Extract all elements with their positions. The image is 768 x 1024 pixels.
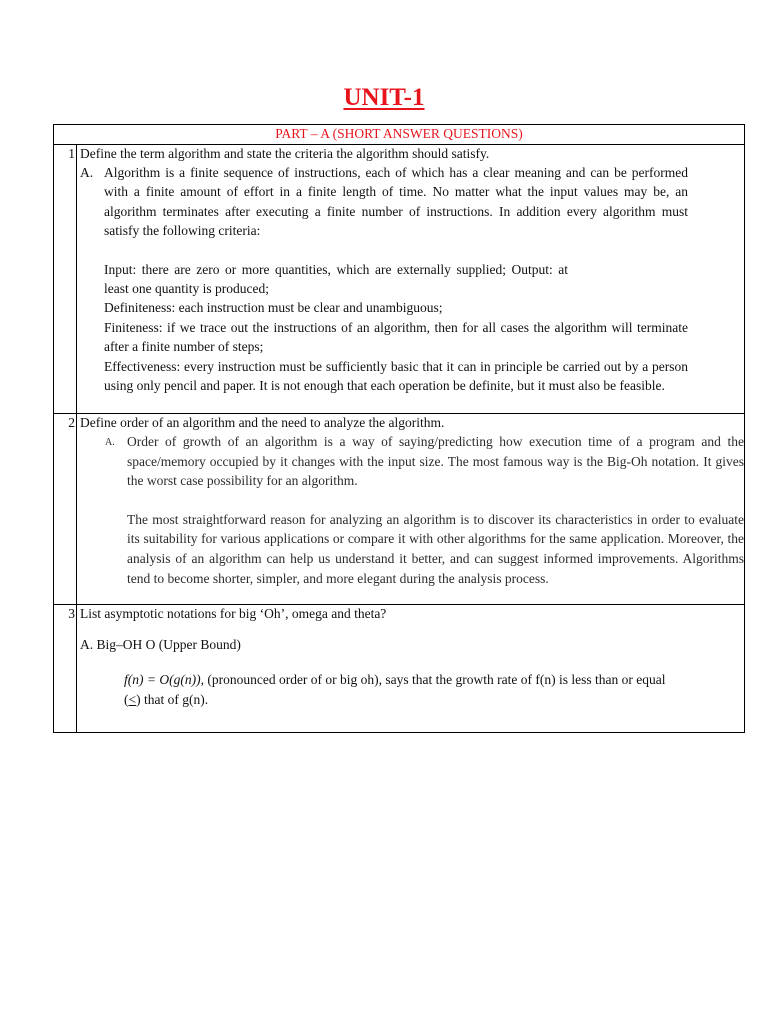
- criteria-definiteness: Definiteness: each instruction must be clear and unambiguous;: [104, 300, 443, 316]
- question-text: Define the term algorithm and state the criteria the algorithm should satisfy.: [80, 146, 490, 161]
- answer-line: A. Big–OH O (Upper Bound): [80, 637, 241, 652]
- question-number: 2: [54, 414, 77, 605]
- formula-block: [80, 670, 744, 709]
- unit-title: UNIT-1: [343, 84, 425, 111]
- question-number: 3: [54, 605, 77, 733]
- answer-tag: A.: [105, 437, 115, 448]
- question-cell: [77, 145, 745, 414]
- question-cell: [77, 605, 745, 733]
- question-cell: [77, 414, 745, 605]
- question-text: Define order of an algorithm and the need to analyze the algorithm.: [80, 415, 445, 430]
- answer-paragraph: The most straightforward reason for analyzing an algorithm is to discover its characteristics in order to evaluate its suitability for various applications or compare it with other algorithms for the same application. Moreover, the analysis of an algorithm can help us understand it better, and can suggest informed improvements. Algorithms tend to become shorter, simpler, and more elegant during the analysis process.: [127, 511, 744, 586]
- answer-block: [80, 432, 744, 588]
- formula-text: (pronounced order of or big oh), says that the growth rate of f(n) is less than or equal (: [124, 672, 666, 707]
- answer-tag: A.: [80, 165, 94, 180]
- answer-block: [80, 163, 744, 395]
- criteria-input: Input: there are zero or more quantities, which are externally supplied; Output: at least one quantity is produced;: [104, 261, 568, 297]
- answer-intro: Algorithm is a finite sequence of instructions, each of which has a clear meaning and can be performed with a finite amount of effort in a finite length of time. No matter what the input values may be, an algorithm terminates after executing a finite number of instructions. In addition every algorithm must satisfy the following criteria:: [104, 165, 688, 239]
- less-equal-symbol: <: [128, 691, 137, 707]
- question-row: [54, 605, 745, 733]
- part-heading-row: [54, 125, 745, 145]
- question-row: [54, 145, 745, 414]
- questions-table: [53, 124, 745, 733]
- question-number: 1: [54, 145, 77, 414]
- formula-lhs: f(n) = O(g(n)),: [124, 672, 204, 688]
- answer-paragraph: Order of growth of an algorithm is a way of saying/predicting how execution time of a program and the space/memory occupied by it changes with the input size. The most famous way is the Big-Oh notation. It gives the worst case possibility for an algorithm.: [127, 434, 744, 489]
- question-text: List asymptotic notations for big ‘Oh’, omega and theta?: [80, 606, 387, 621]
- part-heading: PART – A (SHORT ANSWER QUESTIONS): [54, 125, 745, 145]
- question-row: [54, 414, 745, 605]
- criteria-effectiveness: Effectiveness: every instruction must be sufficiently basic that it can in principle be carried out by a person using only pencil and paper. It is not enough that each operation be definite, but it must also be feasible.: [104, 358, 688, 394]
- formula-end: ) that of g(n).: [136, 691, 209, 707]
- criteria-finiteness: Finiteness: if we trace out the instructions of an algorithm, then for all cases the algorithm will terminate after a finite number of steps;: [104, 319, 688, 355]
